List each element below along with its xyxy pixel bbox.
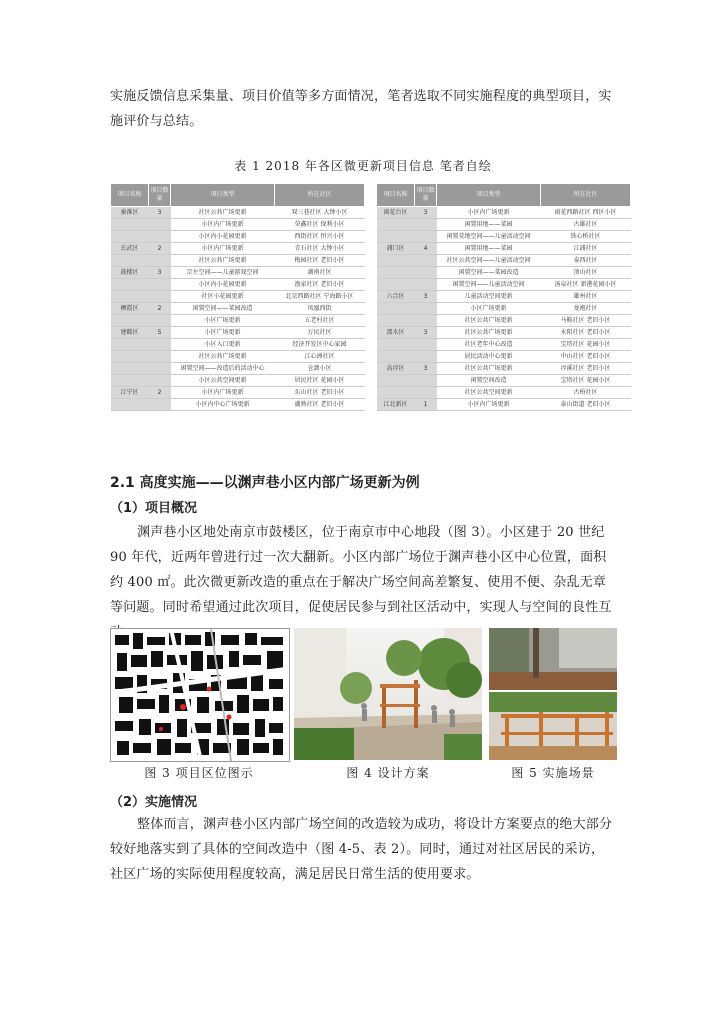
cell-community: 西街社区 恒兴小区: [275, 231, 365, 243]
cell-community: 淳溪社区 老旧小区: [541, 363, 631, 375]
cell-type: 小区内广场更新: [437, 207, 541, 219]
section-title: 2.1 高度实施——以渊声巷小区内部广场更新为例: [110, 475, 420, 491]
table-row: [377, 327, 631, 339]
cell-count: [149, 339, 171, 351]
cell-name: [377, 315, 415, 327]
cell-name: [377, 231, 415, 243]
cell-type: 小区内广场更新: [171, 387, 275, 399]
cell-community: 凤凰西街: [275, 303, 365, 315]
cell-type: 小区公共空间更新: [171, 375, 275, 387]
figure-4-caption: 图 4 设计方案: [346, 766, 430, 780]
cell-community: 雨花西路社区 西区小区: [541, 207, 631, 219]
cell-name: [111, 363, 149, 375]
cell-count: [149, 351, 171, 363]
table-caption: 表 1 2018 年各区微更新项目信息 笔者自绘: [234, 159, 492, 173]
cell-name: [377, 339, 415, 351]
cell-type: 儿童活动空间更新: [437, 291, 541, 303]
cell-name: 江宁区: [111, 387, 149, 399]
cell-type: 闲置空间——菜园改造: [171, 303, 275, 315]
cell-type: 社区公共广场更新: [171, 207, 275, 219]
table-row: [377, 291, 631, 303]
cell-type: 小区广场更新: [437, 303, 541, 315]
cell-name: [111, 339, 149, 351]
table-row: [111, 363, 365, 375]
table-row: [111, 219, 365, 231]
table-row: [111, 303, 365, 315]
cell-community: 经济开发区中心家园: [275, 339, 365, 351]
table-row: [377, 207, 631, 219]
cell-count: 3: [149, 267, 171, 279]
cell-count: 1: [415, 399, 437, 411]
cell-community: 雄州社区: [541, 291, 631, 303]
table-row: [111, 243, 365, 255]
cell-name: [111, 375, 149, 387]
cell-name: [111, 231, 149, 243]
cell-type: 社区公共广场更新: [171, 255, 275, 267]
cell-count: [415, 387, 437, 399]
cell-count: 2: [149, 387, 171, 399]
cell-name: 高淳区: [377, 363, 415, 375]
cell-name: 鼓楼区: [111, 267, 149, 279]
table-right: [376, 183, 631, 411]
figure-5-caption: 图 5 实施场景: [511, 766, 595, 780]
cell-name: [111, 351, 149, 363]
figure-3-map: [110, 628, 290, 762]
cell-count: [415, 255, 437, 267]
table-row: [111, 255, 365, 267]
cell-community: 古雄社区: [541, 219, 631, 231]
cell-name: 溧水区: [377, 327, 415, 339]
implementation-photos-image: [489, 628, 617, 760]
subsection-2-title: （2）实施情况: [110, 795, 198, 810]
cell-type: 小区入口更新: [171, 339, 275, 351]
cell-count: [415, 351, 437, 363]
subsection-1-title: （1）项目概况: [110, 501, 198, 516]
cell-count: 3: [415, 207, 437, 219]
cell-type: 闲置空间——改造后的活动中心: [171, 363, 275, 375]
cell-type: 小区广场更新: [171, 327, 275, 339]
cell-count: [149, 363, 171, 375]
cell-community: 湖南社区: [275, 267, 365, 279]
cell-name: [377, 303, 415, 315]
cell-community: 龙袍社区: [541, 303, 631, 315]
cell-count: [415, 231, 437, 243]
cell-type: 小区内中心广场更新: [171, 399, 275, 411]
cell-community: 荣鑫社区 保利小区: [275, 219, 365, 231]
figure-3-caption: 图 3 项目区位图示: [144, 766, 254, 780]
cell-community: 中山社区 老旧小区: [541, 351, 631, 363]
table-row: [111, 399, 365, 411]
cell-community: 马鞍社区 老旧小区: [541, 315, 631, 327]
cell-type: 小区内广场更新: [437, 399, 541, 411]
location-map-image: [111, 629, 289, 761]
cell-type: 社区老年中心改造: [437, 339, 541, 351]
table-row: [377, 351, 631, 363]
table-row: [111, 207, 365, 219]
cell-type: 居民活动中心更新: [437, 351, 541, 363]
header-community: 所在社区: [275, 184, 365, 207]
cell-type: 闲置用地——菜园: [437, 243, 541, 255]
cell-count: [415, 303, 437, 315]
table-row: [111, 339, 365, 351]
design-rendering-image: [294, 628, 482, 760]
table-row: [377, 231, 631, 243]
header-community: 所在社区: [541, 184, 631, 207]
table-row: [111, 327, 365, 339]
cell-community: 宝塔社区 花园小区: [541, 339, 631, 351]
cell-type: 社区公共空间更新: [437, 387, 541, 399]
table-left: [110, 183, 365, 411]
cell-community: 顶山社区: [541, 267, 631, 279]
table-row: [111, 279, 365, 291]
cell-community: 永阳社区 老旧小区: [541, 327, 631, 339]
cell-count: [149, 291, 171, 303]
cell-name: 秦淮区: [111, 207, 149, 219]
table-row: [377, 303, 631, 315]
cell-community: 泰西社区: [541, 255, 631, 267]
cell-name: [377, 375, 415, 387]
cell-type: 闲置荒地空间——儿童活动空间: [437, 231, 541, 243]
cell-name: [377, 267, 415, 279]
cell-community: 湖熟社区 老旧小区: [275, 399, 365, 411]
cell-name: [111, 219, 149, 231]
cell-community: 渔家社区 老旧小区: [275, 279, 365, 291]
cell-type: 社区公共空间——儿童活动空间: [437, 255, 541, 267]
subsection-2-text: 整体而言，渊声巷小区内部广场空间的改造较为成功，将设计方案要点的绝大部分较好地落实到了具体的空间改造中（图 4-5、表 2）。同时，通过对社区居民的采访，社区广场的实际使用程度较高，满足居民日常生活的使用要求。: [110, 817, 613, 882]
cell-name: [377, 279, 415, 291]
cell-community: 梅园社区 老旧小区: [275, 255, 365, 267]
cell-type: 社区小花园更新: [171, 291, 275, 303]
cell-count: [415, 315, 437, 327]
header-type: 项目类型: [171, 184, 275, 207]
table-row: [377, 243, 631, 255]
cell-count: 3: [415, 363, 437, 375]
cell-name: [377, 219, 415, 231]
cell-count: 3: [415, 327, 437, 339]
cell-community: 仓颉小区: [275, 363, 365, 375]
cell-type: 闲置空间改造: [437, 375, 541, 387]
cell-count: [415, 339, 437, 351]
table-row: [111, 375, 365, 387]
cell-type: 社区公共广场更新: [171, 351, 275, 363]
cell-type: 小区内广场更新: [171, 243, 275, 255]
cell-count: [149, 399, 171, 411]
cell-type: 小区内广场更新: [171, 219, 275, 231]
table-row: [377, 387, 631, 399]
cell-count: [415, 267, 437, 279]
cell-name: 栖霞区: [111, 303, 149, 315]
cell-type: 闲置用地——菜园: [437, 219, 541, 231]
table-row: [111, 267, 365, 279]
cell-count: [149, 315, 171, 327]
cell-community: 双三巷社区 大钟小区: [275, 207, 365, 219]
cell-count: [415, 219, 437, 231]
cell-name: 雨花台区: [377, 207, 415, 219]
cell-community: 宝塔社区 花园小区: [541, 375, 631, 387]
table-row: [377, 339, 631, 351]
cell-community: 古柏社区: [541, 387, 631, 399]
cell-type: 社区公共广场更新: [437, 363, 541, 375]
cell-name: [111, 279, 149, 291]
cell-name: 六合区: [377, 291, 415, 303]
header-count: 项目数量: [415, 184, 437, 207]
table-row: [377, 363, 631, 375]
table-row: [111, 315, 365, 327]
table-row: [377, 279, 631, 291]
cell-community: 江浦社区: [541, 243, 631, 255]
cell-count: [149, 219, 171, 231]
table-row: [111, 387, 365, 399]
cell-name: 浦口区: [377, 243, 415, 255]
cell-name: [111, 399, 149, 411]
table-row: [377, 255, 631, 267]
cell-count: 2: [149, 243, 171, 255]
cell-type: 闲置空间——儿童活动空间: [437, 279, 541, 291]
cell-count: 4: [415, 243, 437, 255]
cell-count: [415, 375, 437, 387]
cell-community: 江心洲社区: [275, 351, 365, 363]
cell-count: 2: [149, 303, 171, 315]
cell-name: 玄武区: [111, 243, 149, 255]
header-name: 项目名称: [377, 184, 415, 207]
cell-type: 小区内小花园更新: [171, 279, 275, 291]
cell-name: [377, 351, 415, 363]
cell-type: 社区公共广场更新: [437, 327, 541, 339]
table-row: [111, 291, 365, 303]
cell-count: [149, 375, 171, 387]
table-row: [377, 267, 631, 279]
cell-community: 居民社区 花园小区: [275, 375, 365, 387]
cell-community: 万民社区: [275, 327, 365, 339]
table-row: [111, 351, 365, 363]
cell-type: 小区广场更新: [171, 315, 275, 327]
cell-count: [149, 255, 171, 267]
subsection-1-text: 渊声巷小区地处南京市鼓楼区，位于南京市中心地段（图 3）。小区建于 20 世纪 90 年代，近两年曾进行过一次大翻新。小区内部广场位于渊声巷小区中心位置，面积约 400 ㎡。此次微更新改造的重点在于解决广场空间高差繁复、使用不便、杂乱无章等问题。同时希望通过此次项目，促使居民参与到社区活动中，实现人与空间的良性互: [110, 525, 612, 615]
cell-name: [111, 255, 149, 267]
header-type: 项目类型: [437, 184, 541, 207]
figure-5-photos: [489, 628, 617, 760]
cell-community: 泰山街道 老旧小区: [541, 399, 631, 411]
cell-count: [149, 231, 171, 243]
cell-community: 青石社区 大钟小区: [275, 243, 365, 255]
cell-count: [149, 279, 171, 291]
table-row: [377, 399, 631, 411]
table-row: [111, 231, 365, 243]
header-count: 项目数量: [149, 184, 171, 207]
cell-type: 闲置空间——菜园改造: [437, 267, 541, 279]
cell-count: 3: [415, 291, 437, 303]
table-row: [377, 375, 631, 387]
cell-name: [377, 387, 415, 399]
cell-type: 小区内小花园更新: [171, 231, 275, 243]
header-name: 项目名称: [111, 184, 149, 207]
cell-community: 东山社区 老旧小区: [275, 387, 365, 399]
cell-type: 宗左空间——儿童游戏空间: [171, 267, 275, 279]
cell-count: 5: [149, 327, 171, 339]
figure-4-design: [294, 628, 482, 760]
cell-count: 3: [149, 207, 171, 219]
cell-name: [111, 291, 149, 303]
cell-name: [111, 315, 149, 327]
cell-name: [377, 255, 415, 267]
cell-community: 汤泉社区 新港花园小区: [541, 279, 631, 291]
intro-paragraph: 实施反馈信息采集量、项目价值等多方面情况，笔者选取不同实施程度的典型项目，实施评价与总结。: [110, 89, 612, 129]
cell-name: 江北新区: [377, 399, 415, 411]
cell-community: 五老村社区: [275, 315, 365, 327]
cell-type: 社区公共广场更新: [437, 315, 541, 327]
cell-community: 北京西路社区 宁海路小区: [275, 291, 365, 303]
table-row: [377, 219, 631, 231]
cell-name: 建邺区: [111, 327, 149, 339]
table-row: [377, 315, 631, 327]
cell-count: [415, 279, 437, 291]
cell-community: 铁心桥社区: [541, 231, 631, 243]
